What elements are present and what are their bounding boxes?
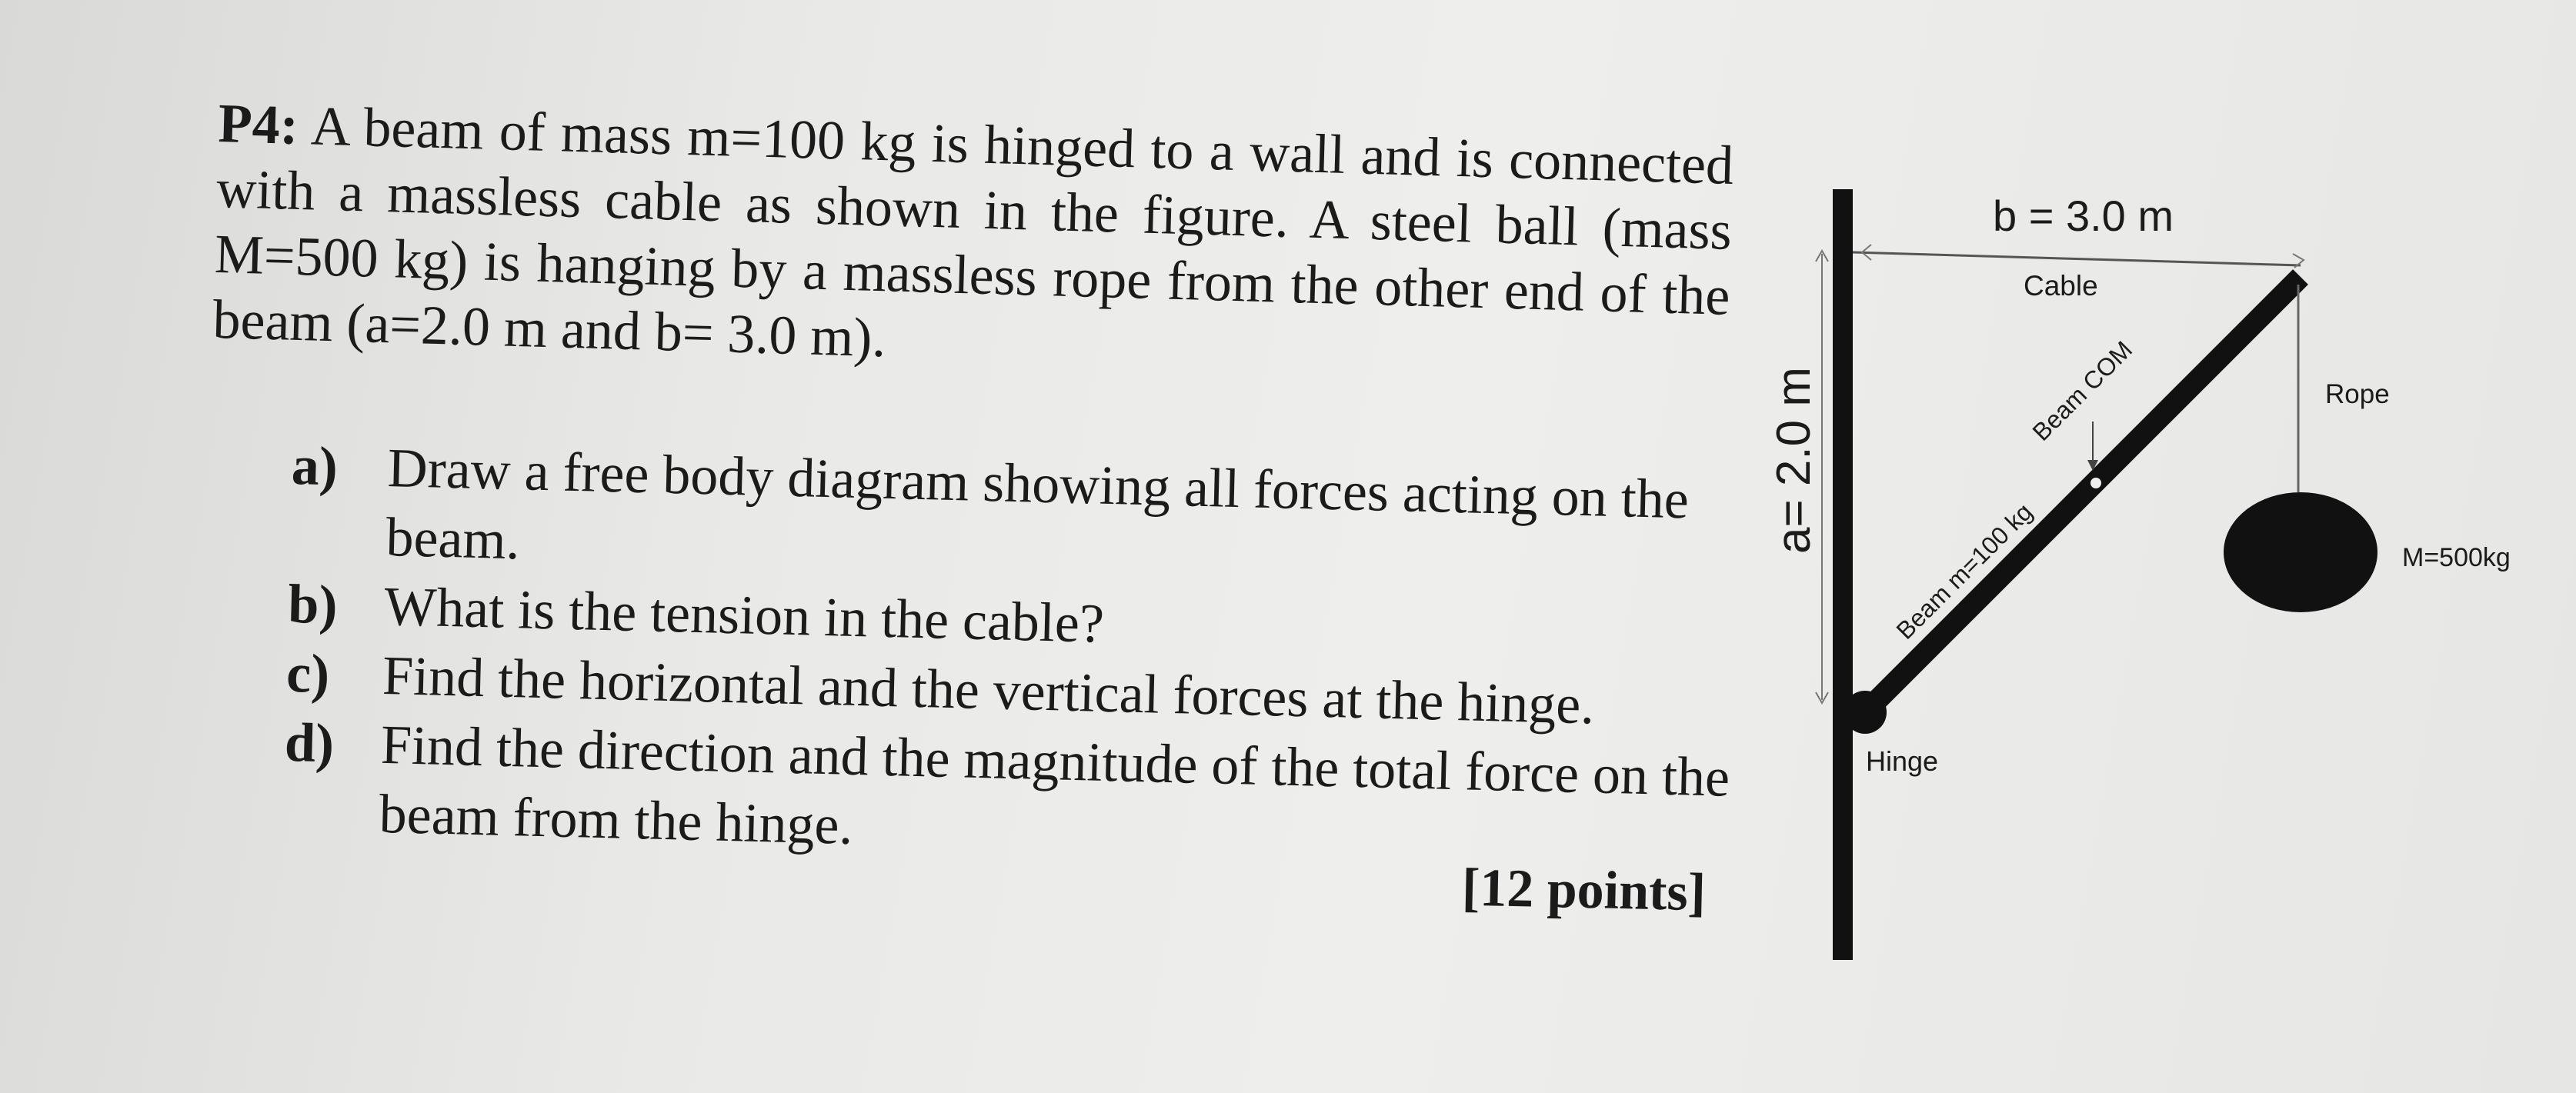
rope-label: Rope xyxy=(2325,379,2390,409)
hinge-label: Hinge xyxy=(1866,745,1939,777)
beam xyxy=(1862,277,2301,715)
cable-label: Cable xyxy=(2024,270,2098,302)
problem-body: A beam of mass m=100 kg is hinged to a wall and is connected with a massless cable as shown in the figure. A steel ball (mass M=500 kg) is hanging by a massless rope from the other end of the beam (a=2.0 m and b= 3.0 m). xyxy=(212,95,1735,369)
question-text: Find the horizontal and the vertical forces at the hinge. xyxy=(382,644,1596,736)
cable-line xyxy=(1853,252,2301,265)
ball-label: M=500kg xyxy=(2402,543,2511,572)
hinge xyxy=(1844,691,1887,734)
beam-mass-label: Beam m=100 kg xyxy=(1890,498,2038,645)
a-label: a= 2.0 m xyxy=(1767,367,1820,554)
wall xyxy=(1833,189,1853,960)
question-letter: c) xyxy=(285,641,331,705)
points-label: [12 points] xyxy=(1461,858,1707,923)
question-letter: a) xyxy=(290,434,339,498)
problem-label: P4: xyxy=(217,92,299,156)
beam-com-dot xyxy=(2090,478,2101,488)
b-label: b = 3.0 m xyxy=(1993,192,2174,240)
question-text: Draw a free body diagram showing all forces acting on the beam. xyxy=(385,437,1690,571)
question-text: What is the tension in the cable? xyxy=(383,575,1105,655)
question-letter: b) xyxy=(287,572,339,636)
beam-com-label: Beam COM xyxy=(2027,335,2138,446)
question-text: Find the direction and the magnitude of the total force on the beam from the hinge. xyxy=(378,713,1731,856)
steel-ball xyxy=(2224,492,2377,612)
question-letter: d) xyxy=(284,711,335,775)
